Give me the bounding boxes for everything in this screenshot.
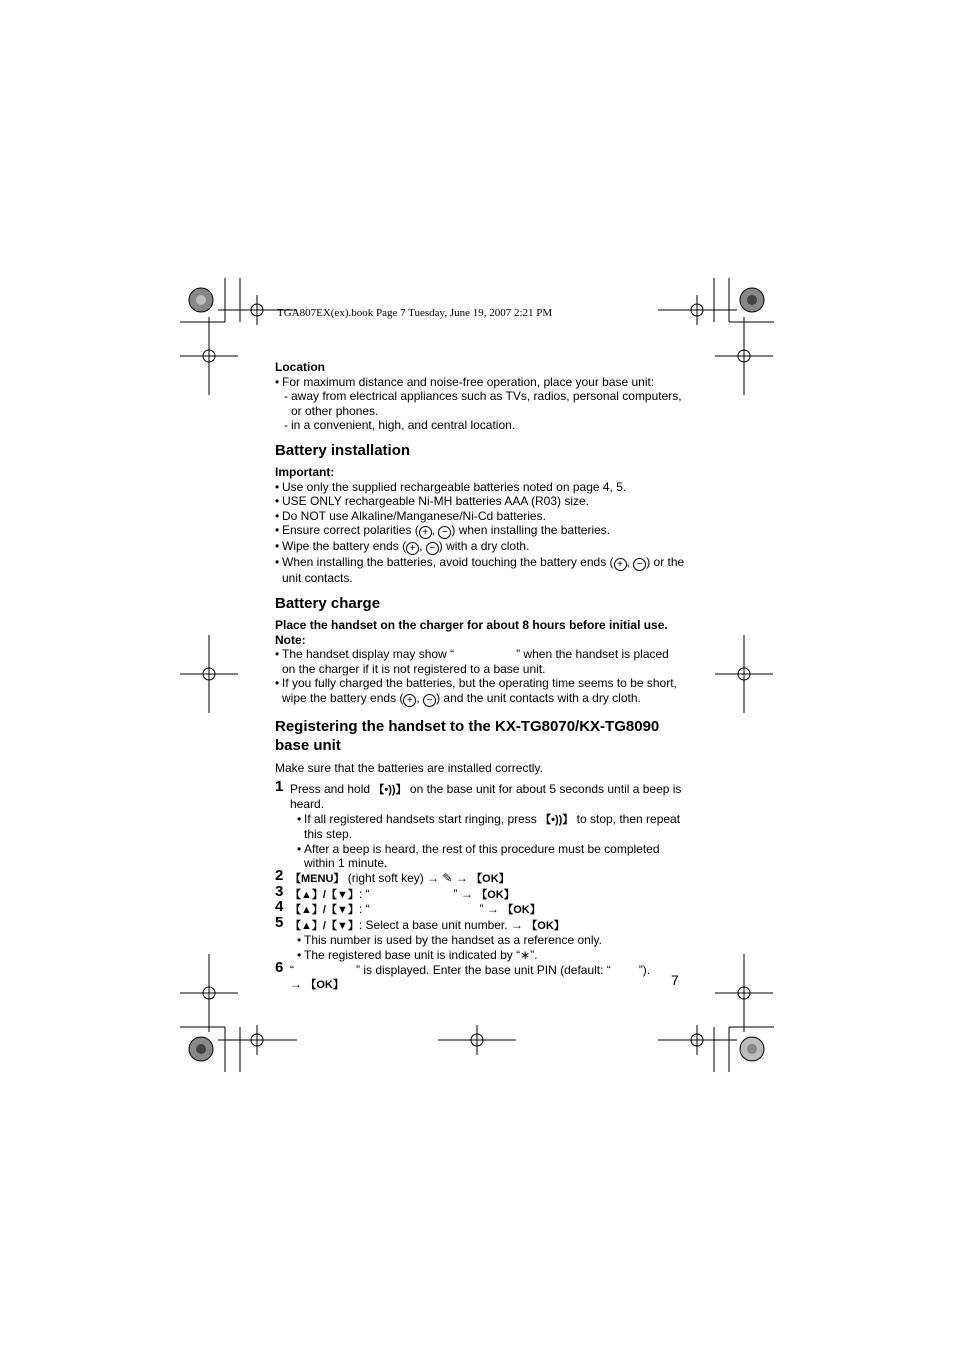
step-5-sub: • This number is used by the handset as a reference only. <box>297 933 685 948</box>
installation-item-text: Wipe the battery ends ( <box>282 539 407 554</box>
charge-note-text: ” when the handset is placed on the charger if it is not registered to a base unit. <box>282 647 669 676</box>
plus-polarity-icon: + <box>419 526 432 539</box>
battery-charge-section <box>275 618 685 707</box>
step-text: ” is displayed. Enter the base unit PIN (default: “ <box>356 962 611 977</box>
installation-item: • Use only the supplied rechargeable batteries noted on page 4, 5. <box>275 480 685 495</box>
registration-target-top-left <box>189 288 213 312</box>
installation-item-text: Ensure correct polarities ( <box>282 523 419 538</box>
step-text: ” <box>479 902 484 917</box>
step-text: If all registered handsets start ringing, press <box>304 811 541 826</box>
location-intro: • For maximum distance and noise-free operation, place your base unit: <box>275 375 685 390</box>
step-5-sub: • The registered base unit is indicated by “∗”. <box>297 948 685 963</box>
step-text: to stop, then repeat this step. <box>304 811 681 842</box>
step-1-text <box>290 782 685 812</box>
important-label: Important: <box>275 464 335 479</box>
menu-key: 【MENU】 <box>290 873 345 886</box>
step-number: 4 <box>275 898 284 916</box>
battery-installation-section <box>275 465 685 586</box>
arrow-icon: → <box>486 902 499 917</box>
location-heading: Location <box>275 360 325 374</box>
minus-polarity-icon: − <box>633 558 646 571</box>
step-text: : “ <box>358 886 370 901</box>
navigator-keys: 【▲】/【▼】 <box>290 904 359 917</box>
step-number: 5 <box>275 913 284 931</box>
step-text: Press and hold <box>290 781 374 796</box>
step-1-sub <box>297 812 685 842</box>
plus-polarity-icon: + <box>403 694 416 707</box>
navigator-keys: 【▲】/【▼】 <box>290 888 359 901</box>
ok-key: 【OK】 <box>502 904 541 917</box>
arrow-icon: → <box>460 886 473 901</box>
step-number: 1 <box>275 777 284 795</box>
minus-polarity-icon: − <box>426 542 439 555</box>
installation-item: • Do NOT use Alkaline/Manganese/Ni-Cd batteries. <box>275 509 685 524</box>
step-4 <box>275 898 685 918</box>
installation-item-text: ) or the unit contacts. <box>282 555 685 586</box>
step-text: (right soft key) <box>344 871 428 886</box>
location-item: - in a convenient, high, and central location. <box>275 418 685 433</box>
charge-note-text: The handset display may show “ <box>282 647 455 662</box>
separator-comma: , <box>431 523 439 538</box>
ok-key: 【OK】 <box>471 873 510 886</box>
ok-key: 【OK】 <box>305 979 344 992</box>
step-6-confirm <box>290 977 685 993</box>
step-number: 2 <box>275 867 284 885</box>
location-section <box>275 360 685 433</box>
battery-charge-heading: Battery charge <box>275 594 381 612</box>
registration-target-bottom-right <box>740 1037 764 1061</box>
plus-polarity-icon: + <box>614 558 627 571</box>
separator-comma: , <box>419 539 426 554</box>
print-info-header: TGA807EX(ex).book Page 7 Tuesday, June 19, 2007 2:21 PM <box>277 307 553 319</box>
separator-comma: , <box>626 555 634 570</box>
installation-item-text: ) with a dry cloth. <box>438 539 530 554</box>
pencil-icon: ✎ <box>442 871 453 886</box>
installation-item: • USE ONLY rechargeable Ni-MH batteries AAA (R03) size. <box>275 494 685 509</box>
charge-note <box>275 647 685 676</box>
installation-item-text: ) when installing the batteries. <box>451 523 611 538</box>
step-text: on the base unit for about 5 seconds until a beep is heard. <box>290 781 682 812</box>
page-number: 7 <box>671 972 679 988</box>
step-text: “ <box>290 962 294 977</box>
installation-item <box>275 539 685 555</box>
battery-installation-heading: Battery installation <box>275 441 411 459</box>
location-item: - away from electrical appliances such as TVs, radios, personal computers, or other phones. <box>275 389 685 418</box>
step-number: 6 <box>275 958 284 976</box>
installation-item-text: When installing the batteries, avoid touching the battery ends ( <box>282 555 614 570</box>
plus-polarity-icon: + <box>406 542 419 555</box>
charge-instruction: Place the handset on the charger for about 8 hours before initial use. <box>275 617 668 632</box>
step-2 <box>275 867 685 887</box>
step-6 <box>275 958 685 993</box>
step-number: 3 <box>275 882 284 900</box>
charge-note-text: If you fully charged the batteries, but the operating time seems to be short, wipe the battery ends ( <box>282 676 677 705</box>
page-content <box>275 360 685 993</box>
arrow-icon: → <box>455 871 468 886</box>
step-1 <box>275 777 685 872</box>
note-label: Note: <box>275 632 306 647</box>
minus-polarity-icon: − <box>438 526 451 539</box>
step-text: ”). <box>638 962 651 977</box>
registration-target-bottom-left <box>189 1037 213 1061</box>
step-text: : “ <box>358 902 370 917</box>
charge-note <box>275 676 685 707</box>
arrow-icon: → <box>290 977 302 992</box>
navigator-keys: 【▲】/【▼】 <box>290 919 359 932</box>
locator-key-icon: 【•))】 <box>540 813 574 826</box>
locator-key-icon: 【•))】 <box>373 783 407 796</box>
arrow-icon: → <box>510 917 523 932</box>
installation-item <box>275 523 685 539</box>
registering-intro: Make sure that the batteries are installed correctly. <box>275 760 543 775</box>
registration-target-top-right <box>740 288 764 312</box>
separator-comma: , <box>416 690 424 705</box>
minus-polarity-icon: − <box>423 694 436 707</box>
step-3 <box>275 882 685 903</box>
step-5 <box>275 913 685 963</box>
step-text: : Select a base unit number. <box>358 917 511 932</box>
registering-heading: Registering the handset to the KX-TG8070/KX-TG8090 base unit <box>275 717 660 754</box>
step-text: ” <box>453 886 458 901</box>
arrow-icon: → <box>427 871 440 886</box>
ok-key: 【OK】 <box>476 888 515 901</box>
step-1-sub: • After a beep is heard, the rest of this procedure must be completed within 1 minute. <box>297 842 685 871</box>
charge-note-text: ) and the unit contacts with a dry cloth. <box>436 690 641 705</box>
ok-key: 【OK】 <box>526 919 565 932</box>
installation-item <box>275 555 685 586</box>
